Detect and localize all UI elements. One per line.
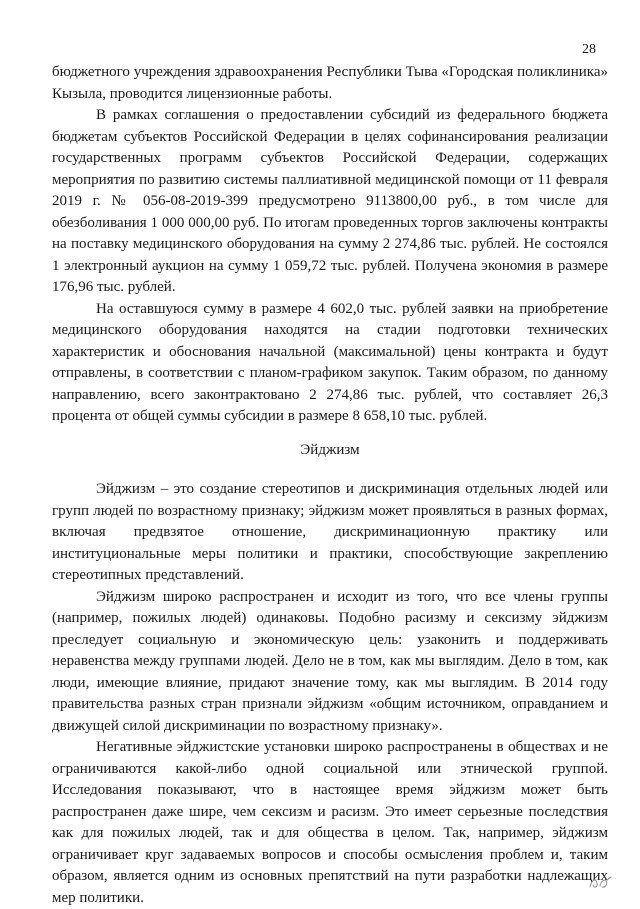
paragraph-ageism-spread: Эйджизм широко распространен и исходит из того, что все члены группы (например, пожилых людей) одинаковы. Подобно расизму и сексизму эйджизм преследует социальную и экономическую цель: узаконить и поддерживать неравенства между группами людей. Дело не в том, как мы выглядим. Дело в том, как люди, имеющие влияние, придают значение тому, как мы выглядим. В 2014 году правительства разных стран признали эйджизм «общим источником, оправданием и движущей силой дискриминации по возрастному признаку».: [52, 588, 608, 734]
page-number: 28: [582, 42, 596, 57]
paragraph-subsidy-agreement: В рамках соглашения о предоставлении субсидий из федерального бюджета бюджетам субъектов Российской Федерации в целях софинансирования реализации государственных программ субъектов Российской Федерации, содержащих мероприятия по развитию системы паллиативной медицинской помощи от 11 февраля 2019 г. № 056-08-2019-399 предусмотрено 9113800,00 руб., в том числе для обезболивания 1 000 000,00 руб. По итогам проведенных торгов заключены контракты на поставку медицинского оборудования на сумму 2 274,86 тыс. рублей. Не состоялся 1 электронный аукцион на сумму 1 059,72 тыс. рублей. Получена экономия в размере 176,96 тыс. рублей.: [52, 107, 608, 295]
paragraph-negative-attitudes: Негативные эйджистские установки широко распространены в обществах и не ограничиваются какой-либо одной социальной или этнической группой. Исследования показывают, что в настоящее время эйджизм может быть распространен даже шире, чем сексизм и расизм. Это имеет серьезные последствия как для пожилых людей, так и для общества в целом. Так, например, эйджизм ограничивает круг задаваемых вопросов и способы осмысления проблем и, таким образом, является одним из основных препятствий на пути разработки надлежащих мер политики.: [52, 739, 608, 906]
paragraph-continued: бюджетного учреждения здравоохранения Республики Тыва «Городская поликлиника» Кызыла, проводится лицензионные работы.: [52, 64, 608, 102]
paragraph-remaining-amount: На оставшуюся сумму в размере 4 602,0 тыс. рублей заявки на приобретение медицинского оборудования находятся на стадии подготовки технических характеристик и обоснования начальной (максимальной) цены контракта и будут отправлены, в соответствии с планом-графиком закупок. Таким образом, по данному направлению, всего законтрактовано 2 274,86 тыс. рублей, что составляет 26,3 процента от общей суммы субсидии в размере 8 658,10 тыс. рублей.: [52, 300, 608, 424]
section-title: Эйджизм: [300, 441, 360, 458]
paragraph-ageism-definition: Эйджизм – это создание стереотипов и дискриминация отдельных людей или групп людей по возрастному признаку; эйджизм может проявляться в разных формах, включая предвзятое отношение, дискриминационную практику или институциональные меры политики и практики, способствующие закреплению стереотипных представлений.: [52, 481, 608, 583]
document-body: [52, 62, 608, 909]
handwritten-mark: [587, 875, 615, 891]
